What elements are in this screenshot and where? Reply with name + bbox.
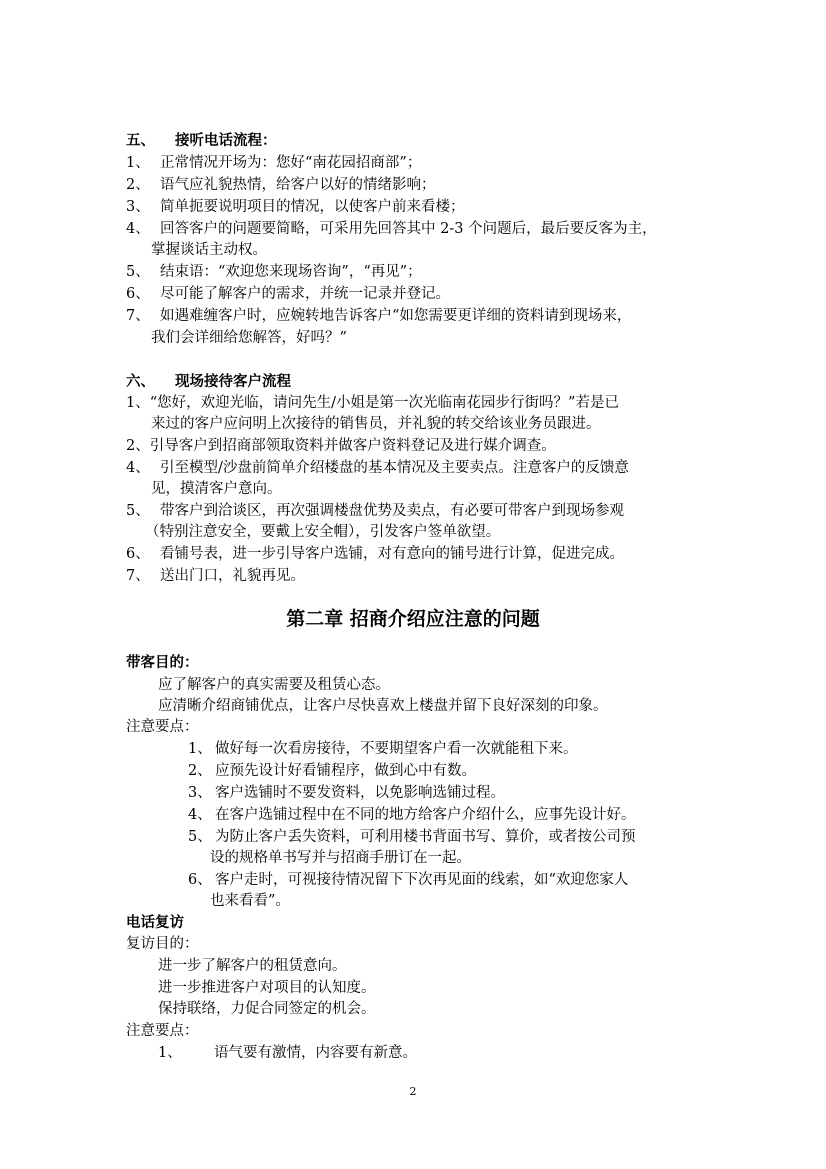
phone-purpose-heading: 复访目的： xyxy=(126,936,199,952)
item-text: 在客户选铺过程中在不同的地方给客户介绍什么，应事先设计好。 xyxy=(215,807,636,823)
purpose-line: 应了解客户的真实需要及租赁心态。 xyxy=(158,677,390,693)
item-continuation: 设的规格单书写并与招商手册订在一起。 xyxy=(210,850,471,866)
list-item xyxy=(188,805,636,825)
section6-heading xyxy=(126,372,291,392)
list-item xyxy=(188,739,578,759)
item-text: 做好每一次看房接待，不要期望客户看一次就能租下来。 xyxy=(215,741,578,757)
item-text: 语气应礼貌热情，给客户以好的情绪影响； xyxy=(160,177,436,193)
phone-purpose-line: 进一步推进客户对项目的认知度。 xyxy=(158,980,376,996)
item-text: 结束语：“欢迎您来现场咨询”，“再见”； xyxy=(160,264,422,280)
list-item xyxy=(126,175,436,195)
list-item xyxy=(126,153,421,173)
item-number: 1、 xyxy=(158,1045,182,1061)
list-item xyxy=(188,761,476,781)
item-number: 5、 xyxy=(126,264,150,280)
item-number: 6、 xyxy=(126,546,150,562)
item-text: 语气要有激情，内容要有新意。 xyxy=(214,1045,417,1061)
item-text: 送出门口，礼貌再见。 xyxy=(160,568,305,584)
list-item xyxy=(126,393,619,413)
phone-purpose-line: 进一步了解客户的租赁意向。 xyxy=(158,958,347,974)
item-number: 1、 xyxy=(126,155,150,171)
item-text: “您好，欢迎光临，请问先生/小姐是第一次光临南花园步行街吗？”若是已 xyxy=(149,395,619,411)
notes-heading: 注意要点： xyxy=(126,719,199,735)
item-text: 引至模型/沙盘前简单介绍楼盘的基本情况及主要卖点。注意客户的反馈意 xyxy=(160,460,629,476)
section5-title: 接听电话流程： xyxy=(175,132,277,149)
item-number: 2、 xyxy=(126,177,150,193)
item-text: 引导客户到招商部领取资料并做客户资料登记及进行媒介调查。 xyxy=(149,438,556,454)
list-item xyxy=(126,566,305,586)
item-text: 正常情况开场为：您好“南花园招商部”； xyxy=(160,155,422,171)
list-item xyxy=(126,544,624,564)
item-number: 1、 xyxy=(188,741,212,757)
item-continuation: 见，摸清客户意向。 xyxy=(151,481,282,497)
item-text: 看铺号表，进一步引导客户选铺，对有意向的铺号进行计算，促进完成。 xyxy=(160,546,624,562)
list-item xyxy=(126,436,556,456)
list-item xyxy=(126,197,465,217)
item-text: 简单扼要说明项目的情况，以使客户前来看楼； xyxy=(160,199,465,215)
item-number: 5、 xyxy=(188,829,212,845)
purpose-line: 应清晰介绍商铺优点，让客户尽快喜欢上楼盘并留下良好深刻的印象。 xyxy=(158,698,608,714)
list-item xyxy=(126,262,422,282)
item-text: 客户选铺时不要发资料，以免影响选铺过程。 xyxy=(215,785,505,801)
item-text: 应预先设计好看铺程序，做到心中有数。 xyxy=(215,763,476,779)
item-text: 带客户到洽谈区，再次强调楼盘优势及卖点，有必要可带客户到现场参观 xyxy=(160,503,624,519)
item-number: 6、 xyxy=(188,872,212,888)
item-continuation: 来过的客户应问明上次接待的销售员，并礼貌的转交给该业务员跟进。 xyxy=(151,416,601,432)
item-continuation: （特别注意安全，要戴上安全帽），引发客户签单欲望。 xyxy=(145,524,501,540)
list-item xyxy=(188,827,636,847)
item-text: 如遇难缠客户时，应婉转地告诉客户“如您需要更详细的资料请到现场来， xyxy=(160,308,632,324)
item-number: 4、 xyxy=(188,807,212,823)
list-item xyxy=(126,284,450,304)
page-number: 2 xyxy=(409,1085,417,1098)
phone-heading: 电话复访 xyxy=(126,914,184,931)
item-continuation: 也来看看”。 xyxy=(210,893,290,909)
item-number: 4、 xyxy=(126,460,150,476)
item-number: 5、 xyxy=(126,503,150,519)
item-number: 3、 xyxy=(188,785,212,801)
item-number: 2、 xyxy=(188,763,212,779)
item-number: 3、 xyxy=(126,199,150,215)
item-text: 回答客户的问题要简略，可采用先回答其中 2-3 个问题后，最后要反客为主， xyxy=(160,221,657,237)
item-number: 6、 xyxy=(126,286,150,302)
item-text: 客户走时，可视接待情况留下下次再见面的线索，如“欢迎您家人 xyxy=(215,872,629,888)
list-item xyxy=(126,458,629,478)
phone-purpose-line: 保持联络，力促合同签定的机会。 xyxy=(158,1001,376,1017)
list-item xyxy=(188,783,505,803)
item-continuation: 掌握谈话主动权。 xyxy=(151,242,267,258)
list-item xyxy=(188,870,628,890)
item-number: 2、 xyxy=(126,438,150,454)
item-text: 为防止客户丢失资料，可利用楼书背面书写、算价，或者按公司预 xyxy=(215,829,636,845)
section6-title: 现场接待客户流程 xyxy=(175,373,291,390)
list-item xyxy=(158,1043,417,1063)
section6-number: 六、 xyxy=(126,373,155,390)
item-text: 尽可能了解客户的需求，并统一记录并登记。 xyxy=(160,286,450,302)
item-continuation: 我们会详细给您解答，好吗？” xyxy=(151,330,347,346)
purpose-heading: 带客目的： xyxy=(126,654,199,671)
list-item xyxy=(126,306,631,326)
phone-notes-heading: 注意要点： xyxy=(126,1023,199,1039)
item-number: 4、 xyxy=(126,221,150,237)
list-item xyxy=(126,501,624,521)
item-number: 1、 xyxy=(126,395,150,411)
item-number: 7、 xyxy=(126,308,150,324)
section5-heading xyxy=(126,131,277,151)
section5-number: 五、 xyxy=(126,132,155,149)
chapter-title: 第二章 招商介绍应注意的问题 xyxy=(286,608,540,630)
item-number: 7、 xyxy=(126,568,150,584)
list-item xyxy=(126,219,657,239)
